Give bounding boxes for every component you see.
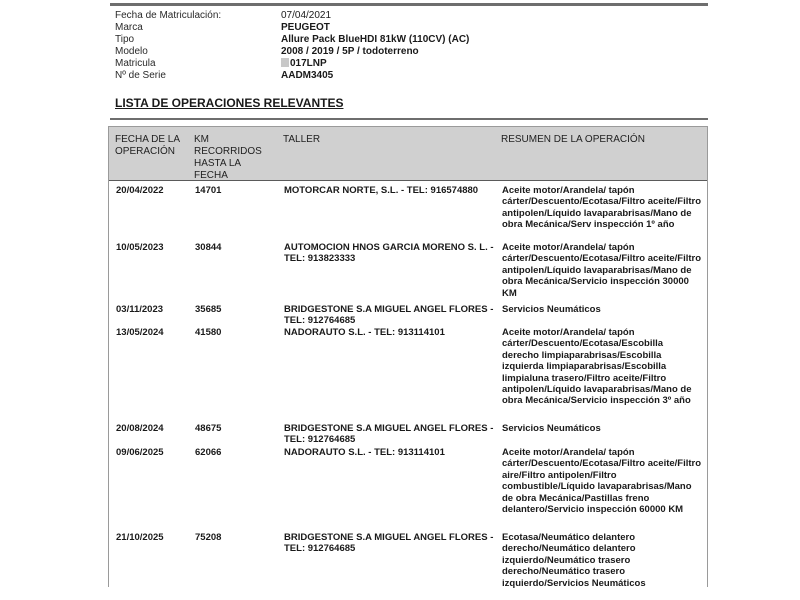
info-row-marca (115, 22, 469, 34)
cell-km: 75208 (195, 532, 222, 543)
cell-km: 48675 (195, 423, 222, 434)
cell-fecha: 13/05/2024 (116, 327, 164, 338)
table-row (109, 242, 707, 304)
tipo-label: Tipo (115, 34, 135, 45)
table-row (109, 447, 707, 532)
modelo-label: Modelo (115, 46, 148, 57)
cell-taller: NADORAUTO S.L. - TEL: 913114101 (284, 447, 445, 458)
cell-resumen: Aceite motor/Arandela/ tapón cárter/Descuento/Ecotasa/Escobilla derecho limpiaparabrisas/Escobilla izquierda limpiaparabrisas/Escobilla limpialuna trasero/Filtro aceite/Filtro antipolen/Líquido lavaparabrisas/Mano de obra Mecánica/Servicio inspección 3º año (502, 327, 692, 407)
cell-fecha: 20/04/2022 (116, 185, 164, 196)
cell-km: 35685 (195, 304, 222, 315)
tipo-value: Allure Pack BlueHDI 81kW (110CV) (AC) (281, 34, 470, 45)
table-row (109, 185, 707, 242)
info-row-fecha-matriculacion (115, 10, 469, 22)
cell-fecha: 20/08/2024 (116, 423, 164, 434)
cell-taller: AUTOMOCION HNOS GARCIA MORENO S. L. - TEL: 913823333 (284, 242, 494, 265)
fecha-matriculacion-value: 07/04/2021 (281, 10, 332, 21)
header-km: KM RECORRIDOS HASTA LA FECHA (194, 134, 262, 181)
cell-km: 62066 (195, 447, 222, 458)
cell-km: 30844 (195, 242, 222, 253)
header-taller: TALLER (283, 134, 321, 145)
operations-table (108, 126, 708, 587)
cell-fecha: 21/10/2025 (116, 532, 164, 543)
top-rule (110, 3, 708, 6)
table-row (109, 423, 707, 447)
header-fecha: FECHA DE LA OPERACIÓN (115, 134, 180, 157)
matricula-value: 017LNP (290, 58, 327, 69)
cell-resumen: Ecotasa/Neumático delantero derecho/Neumático delantero izquierdo/Neumático trasero derecho/Neumático trasero izquierdo/Servicios Neumáticos (502, 532, 646, 589)
header-resumen: RESUMEN DE LA OPERACIÓN (501, 134, 645, 145)
fecha-matriculacion-label: Fecha de Matriculación: (115, 10, 222, 21)
table-row (109, 532, 707, 594)
cell-fecha: 10/05/2023 (116, 242, 164, 253)
cell-km: 41580 (195, 327, 222, 338)
table-row (109, 304, 707, 327)
info-row-matricula (115, 58, 469, 70)
table-header (109, 127, 707, 181)
cell-taller: BRIDGESTONE S.A MIGUEL ANGEL FLORES - TEL: 912764685 (284, 423, 494, 446)
marca-label: Marca (115, 22, 143, 33)
cell-taller: NADORAUTO S.L. - TEL: 913114101 (284, 327, 445, 338)
info-row-modelo (115, 46, 469, 58)
matricula-value-wrap (281, 58, 327, 70)
serie-value: AADM3405 (281, 70, 334, 81)
cell-resumen: Servicios Neumáticos (502, 423, 601, 434)
info-row-serie (115, 70, 469, 82)
cell-resumen: Aceite motor/Arandela/ tapón cárter/Descuento/Ecotasa/Filtro aceite/Filtro antipolen/Líquido lavaparabrisas/Mano de obra Mecánica/Servicio inspección 30000 KM (502, 242, 702, 299)
marca-value: PEUGEOT (281, 22, 330, 33)
matricula-label: Matricula (115, 58, 156, 69)
info-row-tipo (115, 34, 469, 46)
cell-resumen: Aceite motor/Arandela/ tapón cárter/Descuento/Ecotasa/Filtro aceite/Filtro aire/Filtro antipolen/Filtro combustible/Líquido lavaparabrisas/Mano de obra Mecánica/Pastillas freno delantero/Servicio inspección 60000 KM (502, 447, 702, 516)
cell-fecha: 09/06/2025 (116, 447, 164, 458)
table-row (109, 327, 707, 423)
cell-resumen: Aceite motor/Arandela/ tapón cárter/Descuento/Ecotasa/Filtro aceite/Filtro antipolen/Líquido lavaparabrisas/Mano de obra Mecánica/Serv inspección 1º año (502, 185, 702, 231)
section-divider (110, 118, 708, 120)
cell-taller: BRIDGESTONE S.A MIGUEL ANGEL FLORES - TEL: 912764685 (284, 304, 494, 327)
vehicle-info (115, 10, 469, 82)
modelo-value: 2008 / 2019 / 5P / todoterreno (281, 46, 419, 57)
redacted-mark (281, 58, 289, 67)
serie-label: Nº de Serie (115, 70, 166, 81)
cell-taller: BRIDGESTONE S.A MIGUEL ANGEL FLORES - TEL: 912764685 (284, 532, 494, 555)
cell-fecha: 03/11/2023 (116, 304, 164, 315)
cell-resumen: Servicios Neumáticos (502, 304, 601, 315)
cell-taller: MOTORCAR NORTE, S.L. - TEL: 916574880 (284, 185, 479, 196)
section-title: LISTA DE OPERACIONES RELEVANTES (115, 96, 344, 110)
table-body (109, 185, 707, 594)
cell-km: 14701 (195, 185, 222, 196)
